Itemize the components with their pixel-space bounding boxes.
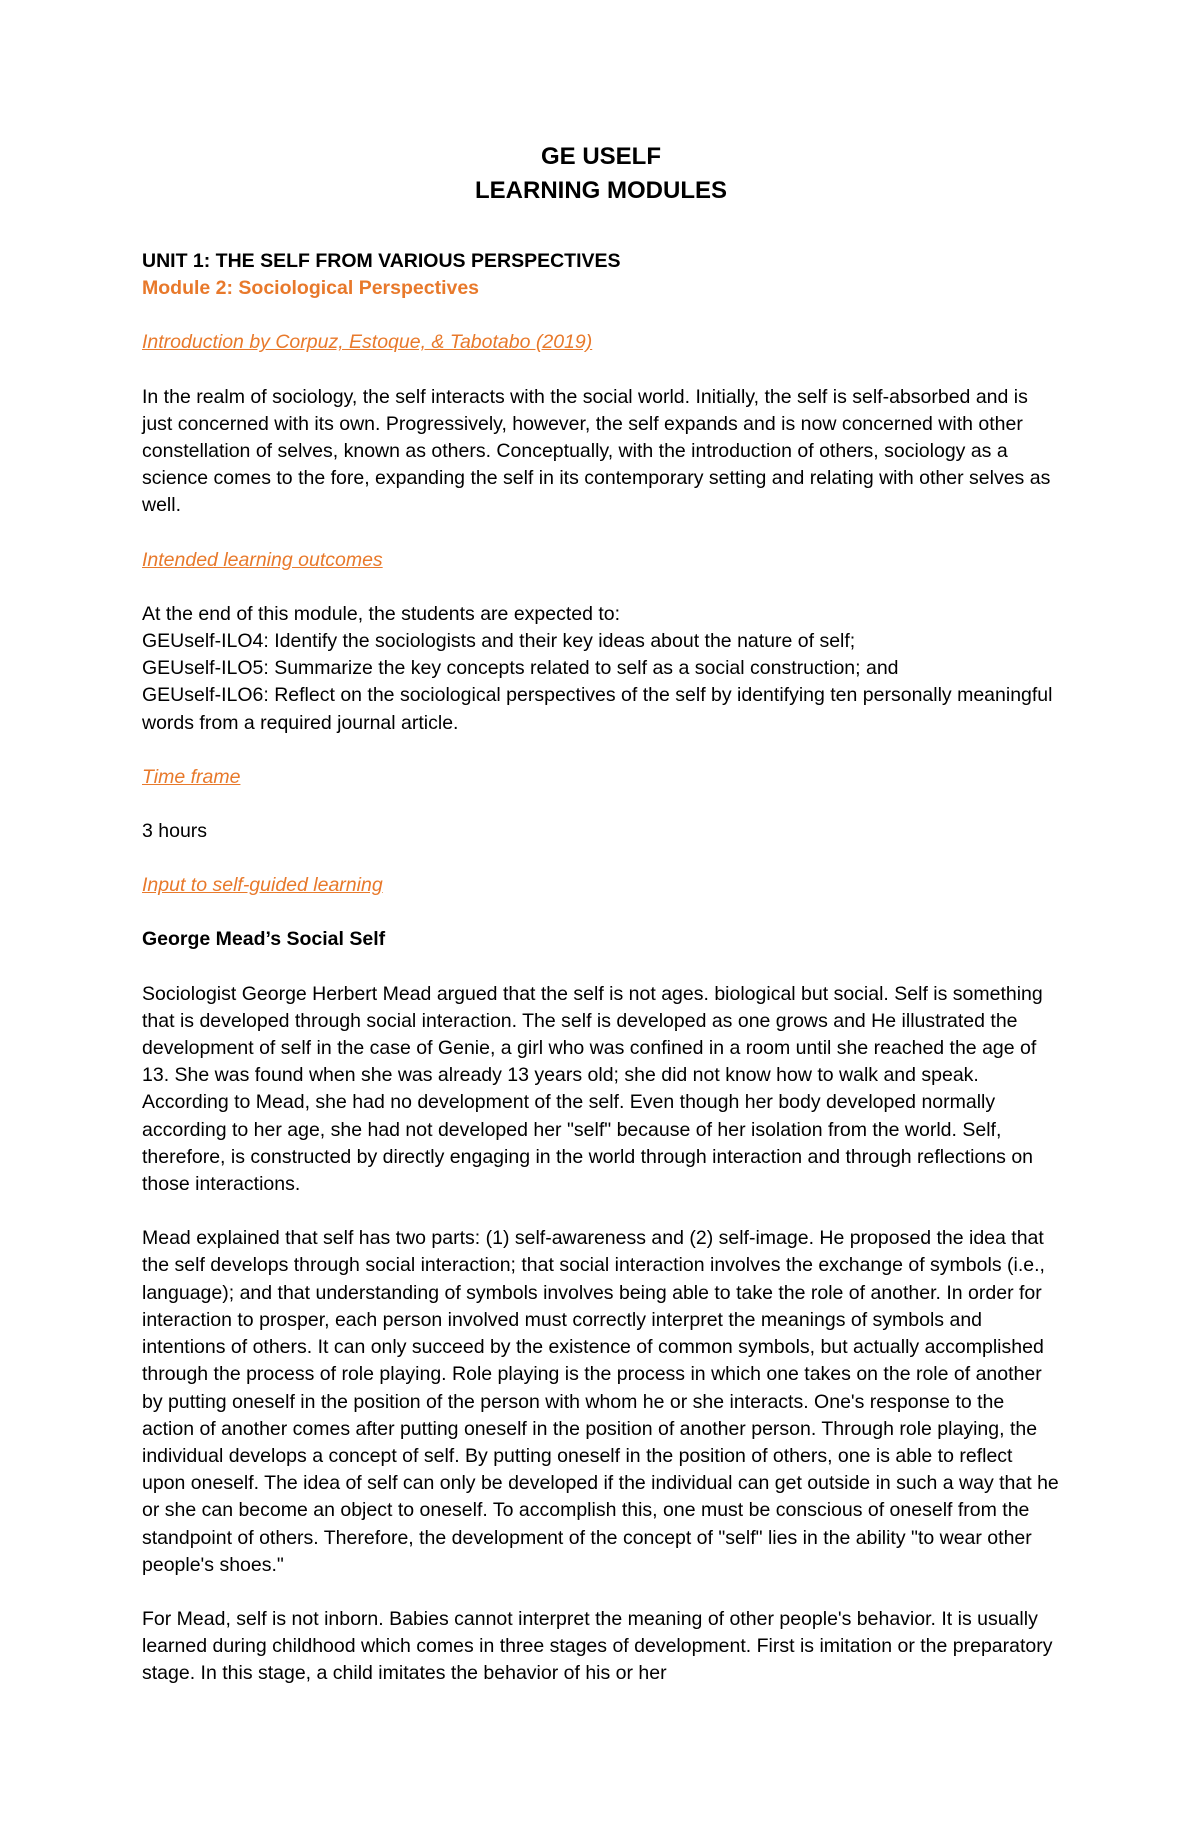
outcomes-intro: At the end of this module, the students are expected to: bbox=[142, 602, 621, 625]
introduction-paragraph: In the realm of sociology, the self interacts with the social world. Initially, the self is self-absorbed and is just concerned with its own. Progressively, however, the self expands and is now concerned with other constellation of selves, known as others. Conceptually, with the introduction of others, sociology as a science comes to the fore, expanding the self in its contemporary setting and relating with other selves as well. bbox=[142, 385, 1051, 517]
outcomes-label: Intended learning outcomes bbox=[142, 548, 383, 571]
body-paragraph-2: Mead explained that self has two parts: (1) self-awareness and (2) self-image. He proposed the idea that the self develops through social interaction; that social interaction involves the exchange of symbols (i.e., language); and that understanding of symbols involves being able to take the role of another. In order for interaction to prosper, each person involved must correctly interpret the meanings of symbols and intentions of others. It can only succeed by the existence of common symbols, but actually accomplished through the process of role playing. Role playing is the process in which one takes on the role of another by putting oneself in the position of the person with whom he or she interacts. One's response to the action of another comes after putting oneself in the position of another person. Through role playing, the individual develops a concept of self. By putting oneself in the position of others, one is able to reflect upon oneself. The idea of self can only be developed if the individual can get outside in such a way that he or she can become an object to oneself. To accomplish this, one must be conscious of oneself from the standpoint of others. Therefore, the development of the concept of "self" lies in the ability "to wear other people's shoes." bbox=[142, 1227, 1059, 1576]
introduction-label: Introduction by Corpuz, Estoque, & Tabotabo (2019) bbox=[142, 331, 593, 354]
time-frame-value: 3 hours bbox=[142, 820, 208, 843]
input-label: Input to self-guided learning bbox=[142, 874, 383, 897]
body-paragraph-3: For Mead, self is not inborn. Babies cannot interpret the meaning of other people's behavior. It is usually learned during childhood which comes in three stages of development. First is imitation or the preparatory stage. In this stage, a child imitates the behavior of his or her bbox=[142, 1607, 1053, 1685]
document-title bbox=[142, 140, 1060, 208]
outcomes-list bbox=[142, 601, 1060, 737]
outcome-item-ilo5: GEUself-ILO5: Summarize the key concepts related to self as a social construction; and bbox=[142, 657, 899, 680]
unit-heading: UNIT 1: THE SELF FROM VARIOUS PERSPECTIVES bbox=[142, 250, 621, 272]
time-frame-label: Time frame bbox=[142, 765, 241, 788]
mead-subheading: George Mead’s Social Self bbox=[142, 928, 386, 951]
body-paragraph-1: Sociologist George Herbert Mead argued that the self is not ages. biological but social. Self is something that is developed through social interaction. The self is developed as one grows and He illustrated the development of self in the case of Genie, a girl who was confined in a room until she reached the age of 13. She was found when she was already 13 years old; she did not know how to walk and speak. According to Mead, she had no development of the self. Even though her body developed normally according to her age, she had not developed her "self" because of her isolation from the world. Self, therefore, is constructed by directly engaging in the world through interaction and through reflections on those interactions. bbox=[142, 982, 1043, 1196]
title-line-2: LEARNING MODULES bbox=[475, 177, 727, 204]
module-heading: Module 2: Sociological Perspectives bbox=[142, 277, 480, 300]
outcome-item-ilo4: GEUself-ILO4: Identify the sociologists and their key ideas about the nature of self; bbox=[142, 630, 856, 653]
title-line-1: GE USELF bbox=[540, 143, 661, 170]
outcome-item-ilo6: GEUself-ILO6: Reflect on the sociological perspectives of the self by identifying ten personally meaningful words from a required journal article. bbox=[142, 684, 1053, 734]
